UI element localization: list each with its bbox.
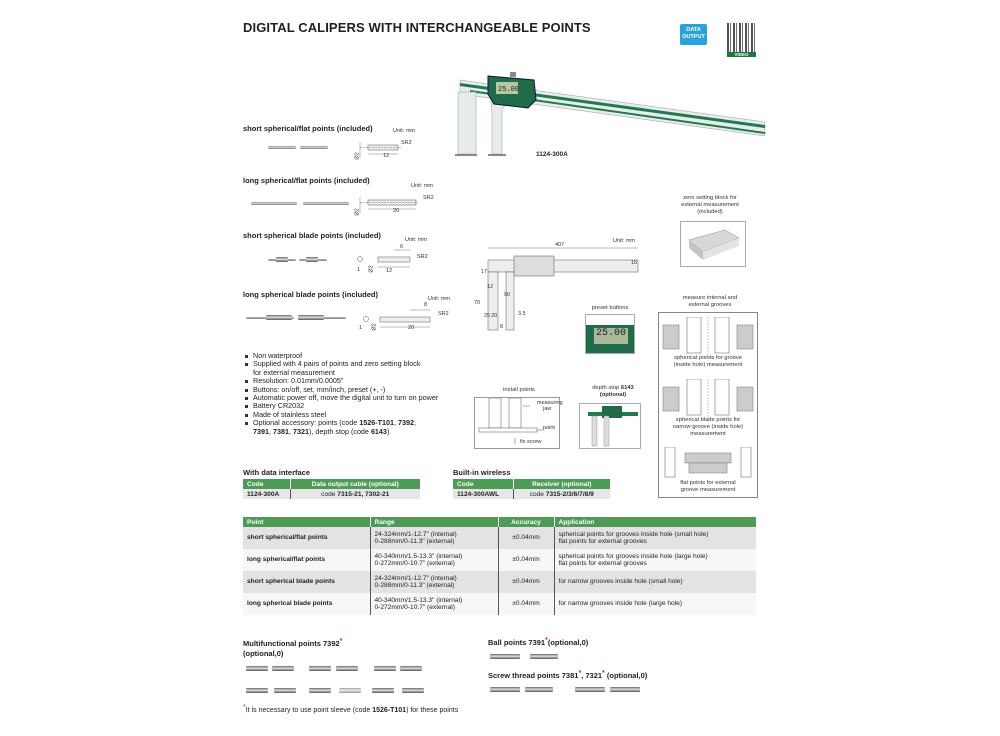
unit-label: Unit: mm xyxy=(405,237,427,243)
point-rod-image xyxy=(268,146,296,149)
wireless-table: Code Receiver (optional) 1124-300AWL code 7315-2/3/6/7/8/9 xyxy=(453,479,610,499)
unit-label: Unit: mm xyxy=(393,128,415,134)
data-interface-table: Code Data output cable (optional) 1124-300A code 7315-21, 7302-21 xyxy=(243,479,420,499)
blade-point-image xyxy=(246,315,346,321)
fix-screw-label: fix screw xyxy=(520,439,542,445)
point-rod-image xyxy=(251,202,297,205)
footnote: *It is necessary to use point sleeve (code 1526-T101) for these points xyxy=(243,704,459,714)
qr-code-icon[interactable] xyxy=(727,23,756,52)
data-interface-title: With data interface xyxy=(243,468,311,477)
point-set-label: long spherical/flat points (included) xyxy=(243,176,370,185)
table-row: short spherical blade points 24-324mm/1-12.7" (internal) 0-288mm/0-11.3" (external) ±0.04mm for narrow grooves inside hole (small hole) xyxy=(243,571,756,593)
zero-block-caption: zero setting block for external measurement (included) xyxy=(681,195,739,215)
table-row: 1124-300AWL code 7315-2/3/6/7/8/9 xyxy=(453,489,610,499)
point-drawing xyxy=(352,303,452,333)
points-table: Point Range Accuracy Application short spherical/flat points 24-324mm/1-12.7" (internal) 0-288mm/0-11.3" (external) ±0.04mm spherical points for grooves inside hole (small hole) flat points for external grooves long spherical/flat points 40-340mm/1.5-13.3" (internal) 0-272mm/0-10.7" (external) ±0.04mm spherical points for grooves inside hole (large hole) flat points for external grooves short spherical blade points 24-324mm/1-12.7" (internal) 0-288mm/0-11.3" (external) ±0.04mm for narrow grooves inside hole (small hole) long spherical blade points 40-340mm/1.5-13.3" (internal) 0-272mm/0-10.7" (external) ±0.04mm for narrow grooves inside hole (large hole) xyxy=(243,517,756,615)
point-drawing xyxy=(352,245,442,275)
point-set-label: short spherical/flat points (included) xyxy=(243,124,373,133)
point-set-label: long spherical blade points (included) xyxy=(243,290,379,299)
depth-stop-image xyxy=(579,403,641,449)
measuring-jaw-label: measuring jaw xyxy=(537,400,563,412)
ball-points-title: Ball points 7391*(optional,0) xyxy=(488,637,589,647)
screw-thread-points-title: Screw thread points 7381*, 7321* (optional,0) xyxy=(488,670,648,680)
point-label: point xyxy=(543,425,555,431)
zero-block-image xyxy=(680,221,746,267)
optional-accessory: Optional accessory: points (code 1526-T101, 7392, 7391, 7381, 7321), depth stop (code 6143) xyxy=(244,419,438,436)
screw-thread-points-images xyxy=(490,686,650,694)
point-drawing xyxy=(356,140,426,170)
table-row: 1124-300A code 7315-21, 7302-21 xyxy=(243,489,420,499)
preset-buttons-image: 25.00 xyxy=(585,314,635,354)
wireless-title: Built-in wireless xyxy=(453,468,511,477)
preset-caption: preset buttons xyxy=(591,305,629,311)
install-points-caption: install points xyxy=(503,387,535,393)
table-row: long spherical blade points 40-340mm/1.5-13.3" (internal) 0-272mm/0-10.7" (external) ±0.04mm for narrow grooves inside hole (large hole) xyxy=(243,593,756,615)
point-rod-image xyxy=(300,146,328,149)
table-row: long spherical/flat points 40-340mm/1.5-13.3" (internal) 0-272mm/0-10.7" (external) ±0.04mm spherical points for grooves inside hole (large hole) flat points for external grooves xyxy=(243,549,756,571)
point-set-label: short spherical blade points (included) xyxy=(243,231,381,240)
video-label: VIDEO xyxy=(727,52,756,57)
multifunctional-points-images xyxy=(246,664,436,694)
unit-label: Unit: mm xyxy=(411,183,433,189)
blade-point-image xyxy=(268,257,328,263)
table-row: short spherical/flat points 24-324mm/1-12.7" (internal) 0-288mm/0-11.3" (external) ±0.04mm spherical points for grooves inside hole (small hole) flat points for external grooves xyxy=(243,527,756,549)
page-title: DIGITAL CALIPERS WITH INTERCHANGEABLE POINTS xyxy=(243,20,591,35)
point-rod-image xyxy=(303,202,349,205)
grooves-panel: spherical points for groove (inside hole) measurement spherical blade points for narrow groove (inside hole) measurement flat points for external groove measurement xyxy=(658,312,758,498)
depth-stop-caption: depth stop 6143 (optional) xyxy=(592,385,634,398)
svg-text:25.00: 25.00 xyxy=(498,86,520,94)
feature-list: Non waterproof Supplied with 4 pairs of points and zero setting block for external measurement Resolution: 0.01mm/0.0005" Buttons: on/off, set, mm/inch, preset (+, -) Automatic power off, move the digital unit to turn on power Battery CR2032 Made of stainless steel Optional accessory: points (code 1526-T101, 7392, 7391, 7381, 7321), depth stop (code 6143) xyxy=(244,352,438,436)
product-model: 1124-300A xyxy=(536,151,568,158)
ball-points-images xyxy=(490,653,580,661)
unit-label: Unit: mm xyxy=(428,296,450,302)
multifunctional-points-title: Multifunctional points 7392* (optional,0) xyxy=(243,638,343,658)
caliper-image xyxy=(450,70,770,160)
grooves-caption: measure internal and external grooves xyxy=(682,295,738,308)
data-output-badge: DATA OUTPUT xyxy=(680,24,707,45)
